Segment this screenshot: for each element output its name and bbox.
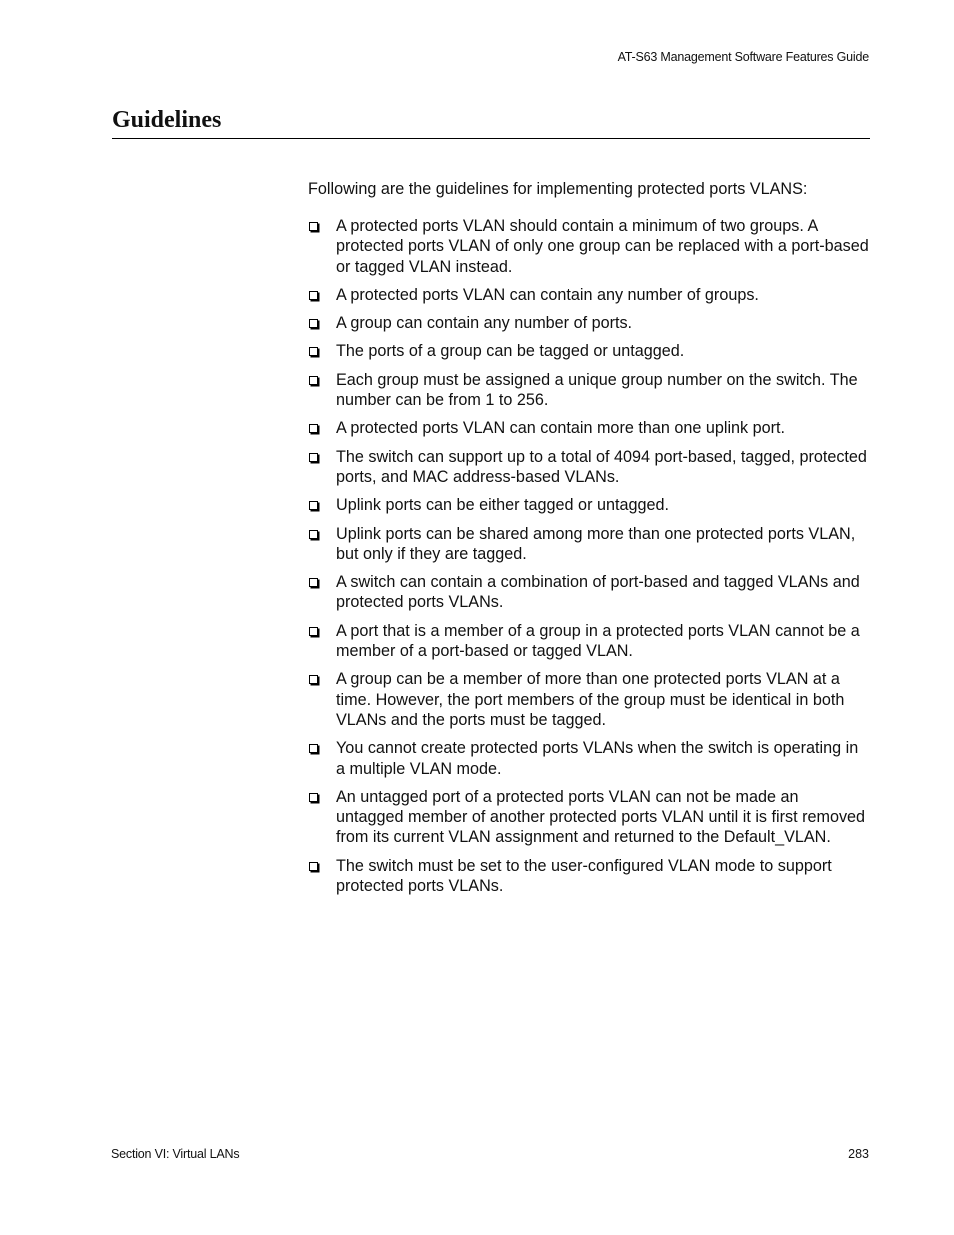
list-item-text: The ports of a group can be tagged or untagged.: [336, 342, 685, 361]
box-bullet-icon: [309, 222, 318, 231]
box-bullet-icon: [309, 862, 318, 871]
list-item-text: You cannot create protected ports VLANs when the switch is operating in a multiple VLAN mode.: [336, 739, 859, 778]
list-item: [308, 285, 870, 305]
list-item: [308, 738, 870, 779]
list-item-text: Uplink ports can be shared among more than one protected ports VLAN, but only if they are tagged.: [336, 524, 856, 563]
list-item: [308, 370, 870, 411]
list-item: [308, 495, 870, 515]
box-bullet-icon: [309, 347, 318, 356]
box-bullet-icon: [309, 291, 318, 300]
list-item-text: The switch must be set to the user-configured VLAN mode to support protected ports VLANs.: [336, 856, 832, 896]
list-item: [308, 787, 870, 848]
page-title: Guidelines: [112, 107, 222, 133]
list-item: [308, 447, 870, 488]
list-item: [308, 669, 870, 730]
box-bullet-icon: [309, 424, 318, 433]
list-item-text: A protected ports VLAN should contain a minimum of two groups. A protected ports VLAN of only one group can be replaced with a port-based or tagged VLAN instead.: [336, 217, 869, 276]
list-item-text: The switch can support up to a total of 4094 port-based, tagged, protected ports, and MAC address-based VLANs.: [336, 447, 867, 486]
guidelines-list: [308, 216, 870, 896]
list-item: [308, 572, 870, 613]
box-bullet-icon: [309, 744, 318, 753]
list-item-text: An untagged port of a protected ports VLAN can not be made an untagged member of another protected ports VLAN until it is first removed from its current VLAN assignment and returned to the Default_VLAN.: [336, 787, 866, 847]
footer-section-label: Section VI: Virtual LANs: [111, 1147, 240, 1161]
list-item-text: Uplink ports can be either tagged or untagged.: [336, 496, 669, 515]
list-item-text: Each group must be assigned a unique group number on the switch. The number can be from 1 to 256.: [336, 370, 858, 410]
list-item: [308, 216, 870, 277]
guidelines-content: [308, 179, 870, 904]
list-item-text: A switch can contain a combination of port-based and tagged VLANs and protected ports VLANs.: [336, 573, 860, 612]
list-item-text: A protected ports VLAN can contain more than one uplink port.: [336, 419, 786, 438]
box-bullet-icon: [309, 501, 318, 510]
list-item-text: A group can be a member of more than one protected ports VLAN at a time. However, the port members of the group must be identical in both VLANs and the ports must be tagged.: [336, 670, 845, 729]
list-item: [308, 313, 870, 333]
box-bullet-icon: [309, 319, 318, 328]
list-item: [308, 621, 870, 662]
list-item: [308, 418, 870, 438]
box-bullet-icon: [309, 793, 318, 802]
box-bullet-icon: [309, 627, 318, 636]
list-item: [308, 856, 870, 897]
list-item-text: A protected ports VLAN can contain any number of groups.: [336, 285, 759, 304]
box-bullet-icon: [309, 675, 318, 684]
list-item-text: A group can contain any number of ports.: [336, 314, 633, 333]
box-bullet-icon: [309, 530, 318, 539]
box-bullet-icon: [309, 376, 318, 385]
box-bullet-icon: [309, 453, 318, 462]
list-item-text: A port that is a member of a group in a protected ports VLAN cannot be a member of a port-based or tagged VLAN.: [336, 621, 860, 661]
page-number: 283: [848, 1147, 869, 1161]
box-bullet-icon: [309, 578, 318, 587]
running-header: AT-S63 Management Software Features Guide: [617, 50, 869, 64]
intro-paragraph: Following are the guidelines for implementing protected ports VLANS:: [308, 180, 808, 198]
list-item: [308, 524, 870, 565]
section-heading: [112, 106, 870, 139]
list-item: [308, 341, 870, 361]
